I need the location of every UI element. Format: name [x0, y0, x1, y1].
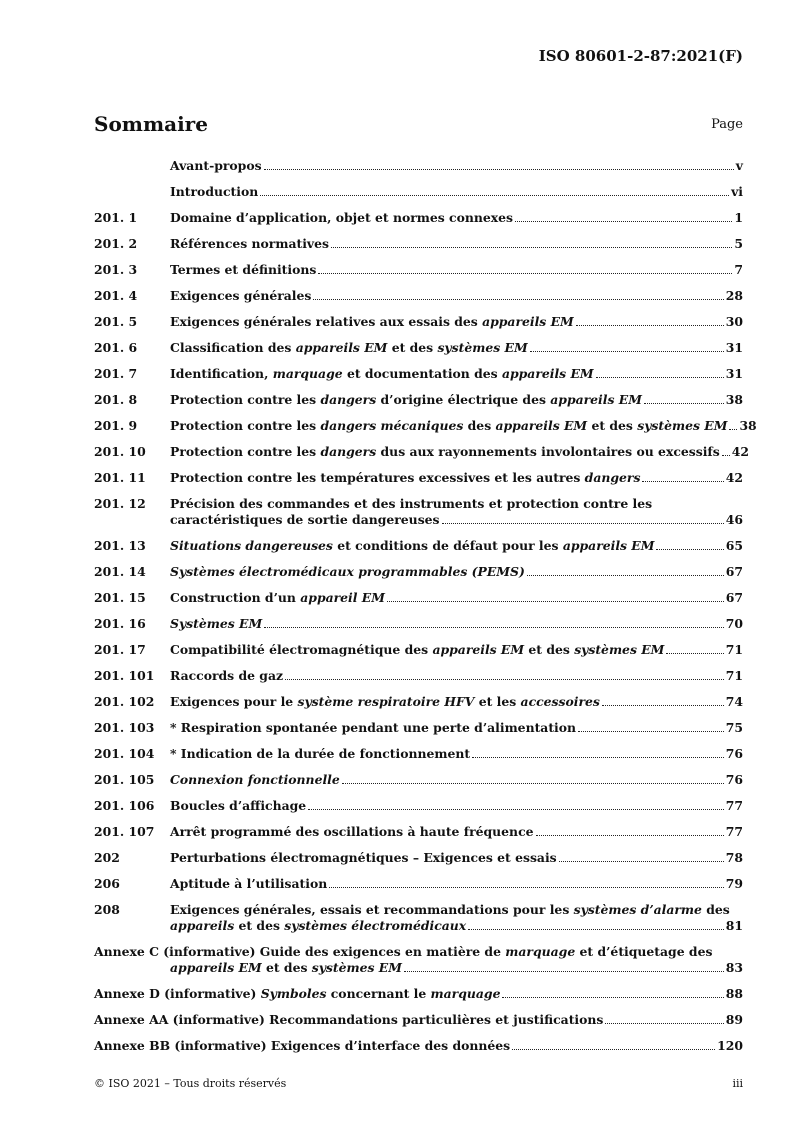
- toc-entry-text: Protection contre les: [170, 444, 321, 459]
- dot-leader: [656, 549, 723, 550]
- toc-section-number: 201. 1: [94, 210, 138, 225]
- toc-section-number: 201. 14: [94, 564, 146, 579]
- toc-entry[interactable]: [94, 314, 743, 340]
- toc-page-number: 77: [725, 798, 743, 813]
- toc-entry-text: appareils EM: [495, 418, 588, 433]
- toc-entry[interactable]: [94, 184, 743, 210]
- toc-entry-text: Exigences générales relatives aux essais des: [170, 314, 483, 329]
- toc-entry-text: appareil EM: [300, 590, 385, 605]
- toc-page-number: 120: [717, 1038, 743, 1053]
- toc-entry-text: concernant le: [326, 986, 431, 1001]
- toc-page-number: 70: [725, 616, 743, 631]
- page-number: iii: [732, 1077, 743, 1090]
- toc-entry-text: systèmes d’alarme: [573, 902, 702, 917]
- toc-entry[interactable]: [94, 944, 743, 986]
- toc-entry-text: Arrêt programmé des oscillations à haute fréquence: [170, 824, 534, 839]
- toc-entry-text: Perturbations électromagnétiques – Exigences et essais: [170, 850, 557, 865]
- toc-entry-text: des: [463, 418, 496, 433]
- toc-section-number: 201. 8: [94, 392, 138, 407]
- toc-entry[interactable]: [94, 288, 743, 314]
- page-title: Sommaire: [94, 112, 208, 136]
- toc-page-number: 76: [725, 772, 743, 787]
- dot-leader: [515, 221, 732, 222]
- toc-page-number: 77: [725, 824, 743, 839]
- toc-entry-text: Références normatives: [170, 236, 329, 251]
- toc-entry-text: et des: [261, 960, 312, 975]
- dot-leader: [472, 757, 724, 758]
- toc-entry[interactable]: [94, 772, 743, 798]
- toc-page-number: 1: [734, 210, 743, 225]
- dot-leader: [442, 523, 724, 524]
- toc-entry-text: et des: [387, 340, 438, 355]
- toc-entry-text: Construction d’un: [170, 590, 301, 605]
- dot-leader: [642, 481, 723, 482]
- toc-entry[interactable]: [94, 262, 743, 288]
- toc-entry-text: caractéristiques de sortie dangereuses: [170, 512, 440, 527]
- toc-section-number: 202: [94, 850, 120, 865]
- toc-entry-text: marquage: [430, 986, 501, 1001]
- dot-leader: [342, 783, 724, 784]
- toc-entry[interactable]: [94, 616, 743, 642]
- toc-entry[interactable]: [94, 236, 743, 262]
- toc-page-number: 46: [725, 512, 743, 527]
- toc-section-number: 201. 12: [94, 496, 146, 511]
- toc-entry-text: des: [701, 902, 730, 917]
- toc-entry-text: Protection contre les: [170, 392, 321, 407]
- toc-entry[interactable]: [94, 1038, 743, 1064]
- toc-entry-text: Exigences pour le: [170, 694, 298, 709]
- toc-entry-text: appareils EM: [295, 340, 388, 355]
- toc-page-number: 75: [725, 720, 743, 735]
- toc-section-number: 201. 107: [94, 824, 155, 839]
- toc-page-number: 42: [731, 444, 749, 459]
- toc-entry-text: Exigences générales, essais et recommandations pour les: [170, 902, 574, 917]
- toc-section-number: 201. 5: [94, 314, 138, 329]
- dot-leader: [576, 325, 724, 326]
- toc-section-number: 206: [94, 876, 120, 891]
- toc-entry[interactable]: [94, 824, 743, 850]
- toc-entry-text: Annexe BB (informative) Exigences d’interface des données: [94, 1038, 511, 1053]
- copyright-notice: © ISO 2021 – Tous droits réservés: [94, 1077, 287, 1090]
- toc-entry-text: appareils EM: [550, 392, 642, 407]
- toc-entry-text: système respiratoire HFV: [297, 694, 475, 709]
- toc-entry[interactable]: [94, 668, 743, 694]
- toc-entry-text: Précision des commandes et des instruments et protection contre les: [170, 496, 653, 511]
- dot-leader: [264, 627, 724, 628]
- dot-leader: [468, 929, 724, 930]
- toc-page-number: 79: [725, 876, 743, 891]
- toc-entry[interactable]: [94, 210, 743, 236]
- toc-entry-text: marquage: [272, 366, 343, 381]
- toc-section-number: 201. 17: [94, 642, 146, 657]
- toc-entry-text: dangers mécaniques: [320, 418, 464, 433]
- toc-entry-text: Avant-propos: [170, 158, 262, 173]
- toc-entry[interactable]: [94, 902, 743, 944]
- toc-entry-text: Introduction: [170, 184, 259, 199]
- toc-entry-text: * Respiration spontanée pendant une perte d’alimentation: [170, 720, 577, 735]
- toc-entry[interactable]: [94, 340, 743, 366]
- toc-section-number: 201. 4: [94, 288, 138, 303]
- toc-entry-text: marquage: [505, 944, 576, 959]
- toc-entry-text: et des: [234, 918, 285, 933]
- toc-entry-text: * Indication de la durée de fonctionnement: [170, 746, 471, 761]
- toc-section-number: 201. 106: [94, 798, 155, 813]
- dot-leader: [605, 1023, 723, 1024]
- toc-section-number: 201. 9: [94, 418, 138, 433]
- toc-entry[interactable]: [94, 470, 743, 496]
- toc-entry[interactable]: [94, 850, 743, 876]
- toc-page-number: 5: [734, 236, 743, 251]
- toc-entry-text: Protection contre les températures excessives et les autres: [170, 470, 585, 485]
- toc-entry-text: et les: [474, 694, 521, 709]
- dot-leader: [502, 997, 723, 998]
- toc-section-number: 201. 2: [94, 236, 138, 251]
- dot-leader: [318, 273, 732, 274]
- toc-entry[interactable]: [94, 590, 743, 616]
- toc-section-number: 201. 3: [94, 262, 138, 277]
- dot-leader: [512, 1049, 715, 1050]
- toc-entry-text: et des: [587, 418, 638, 433]
- dot-leader: [536, 835, 724, 836]
- dot-leader: [578, 731, 724, 732]
- toc-page-number: 88: [725, 986, 743, 1001]
- dot-leader: [530, 351, 724, 352]
- toc-entry-text: systèmes électromédicaux: [284, 918, 467, 933]
- dot-leader: [722, 455, 730, 456]
- toc-entry-text: dangers: [320, 392, 377, 407]
- toc-entry[interactable]: [94, 444, 749, 470]
- dot-leader: [729, 429, 737, 430]
- toc-entry-text: appareils EM: [482, 314, 574, 329]
- toc-page-number: 38: [725, 392, 743, 407]
- toc-page-number: 74: [725, 694, 743, 709]
- toc-entry-text: Compatibilité électromagnétique des: [170, 642, 433, 657]
- toc-section-number: 208: [94, 902, 120, 917]
- dot-leader: [404, 971, 724, 972]
- toc-entry-text: Identification,: [170, 366, 273, 381]
- toc-section-number: 201. 102: [94, 694, 155, 709]
- toc-entry-text: appareils EM: [432, 642, 525, 657]
- toc-entry[interactable]: [94, 392, 743, 418]
- toc-entry[interactable]: [94, 564, 743, 590]
- toc-section-number: 201. 6: [94, 340, 138, 355]
- toc-entry-text: Raccords de gaz: [170, 668, 284, 683]
- toc-entry-text: Classification des: [170, 340, 296, 355]
- toc-entry-text: appareils EM: [562, 538, 655, 553]
- toc-entry[interactable]: [94, 1012, 743, 1038]
- toc-entry[interactable]: [94, 158, 743, 184]
- toc-page-number: 67: [725, 590, 743, 605]
- toc-page-number: 38: [739, 418, 757, 433]
- toc-page-number: 78: [725, 850, 743, 865]
- toc-entry[interactable]: [94, 538, 743, 564]
- toc-page-number: 71: [725, 642, 743, 657]
- toc-entry[interactable]: [94, 418, 757, 444]
- toc-section-number: 201. 11: [94, 470, 146, 485]
- dot-leader: [331, 247, 732, 248]
- toc-page-number: v: [735, 158, 743, 173]
- toc-page-number: 7: [734, 262, 743, 277]
- dot-leader: [527, 575, 724, 576]
- toc-entry-text: et conditions de défaut pour les: [332, 538, 563, 553]
- toc-entry-text: dangers: [584, 470, 641, 485]
- toc-section-number: 201. 10: [94, 444, 146, 459]
- toc-entry-text: Annexe AA (informative) Recommandations particulières et justifications: [94, 1012, 604, 1027]
- dot-leader: [308, 809, 724, 810]
- dot-leader: [313, 299, 723, 300]
- toc-entry[interactable]: [94, 694, 743, 720]
- dot-leader: [264, 169, 734, 170]
- toc-page-number: 83: [725, 960, 743, 975]
- toc-entry-text: et d’étiquetage des: [575, 944, 713, 959]
- toc-section-number: 201. 16: [94, 616, 146, 631]
- toc-entry-text: systèmes EM: [574, 642, 665, 657]
- toc-page-number: 28: [725, 288, 743, 303]
- toc-entry-text: Domaine d’application, objet et normes connexes: [170, 210, 514, 225]
- toc-entry[interactable]: [94, 496, 743, 538]
- toc-entry[interactable]: [94, 642, 743, 668]
- toc-section-number: 201. 101: [94, 668, 155, 683]
- dot-leader: [596, 377, 724, 378]
- toc-page-number: 67: [725, 564, 743, 579]
- toc-entry-text: et documentation des: [342, 366, 502, 381]
- toc-entry[interactable]: [94, 798, 743, 824]
- toc-section-number: 201. 15: [94, 590, 146, 605]
- toc-entry-text: Boucles d’affichage: [170, 798, 307, 813]
- toc-entry-text: appareils: [170, 918, 235, 933]
- toc-entry[interactable]: [94, 986, 743, 1012]
- toc-page-number: 30: [725, 314, 743, 329]
- toc-entry-text: Connexion fonctionnelle: [170, 772, 340, 787]
- toc-page-number: 42: [725, 470, 743, 485]
- table-of-contents: [94, 158, 757, 1064]
- toc-section-number: 201. 105: [94, 772, 155, 787]
- toc-entry-text: systèmes EM: [637, 418, 728, 433]
- toc-entry[interactable]: [94, 746, 743, 772]
- dot-leader: [387, 601, 724, 602]
- dot-leader: [559, 861, 724, 862]
- toc-entry-text: accessoires: [520, 694, 600, 709]
- toc-entry[interactable]: [94, 720, 743, 746]
- toc-entry-text: systèmes EM: [311, 960, 402, 975]
- toc-section-number: 201. 7: [94, 366, 138, 381]
- dot-leader: [602, 705, 724, 706]
- toc-section-number: 201. 103: [94, 720, 155, 735]
- toc-entry-text: appareils EM: [501, 366, 594, 381]
- standard-identifier: ISO 80601-2-87:2021(F): [538, 47, 743, 65]
- toc-page-number: 31: [725, 340, 743, 355]
- dot-leader: [644, 403, 724, 404]
- toc-entry-text: Exigences générales: [170, 288, 312, 303]
- toc-page-number: 31: [725, 366, 743, 381]
- toc-page-number: 81: [725, 918, 743, 933]
- toc-page-number: vi: [731, 184, 743, 199]
- toc-entry-text: dangers: [320, 444, 377, 459]
- page-column-label: Page: [711, 117, 743, 132]
- toc-entry-text: Annexe D (informative): [94, 986, 261, 1001]
- dot-leader: [666, 653, 723, 654]
- toc-entry-text: Annexe C (informative) Guide des exigences en matière de: [94, 944, 506, 959]
- toc-entry-text: Symboles: [260, 986, 327, 1001]
- toc-section-number: 201. 13: [94, 538, 146, 553]
- toc-entry-text: Aptitude à l’utilisation: [170, 876, 328, 891]
- dot-leader: [285, 679, 724, 680]
- toc-entry-text: Protection contre les: [170, 418, 321, 433]
- toc-entry-text: systèmes EM: [437, 340, 528, 355]
- toc-section-number: 201. 104: [94, 746, 155, 761]
- toc-entry-text: Situations dangereuses: [170, 538, 333, 553]
- toc-entry-text: Systèmes EM: [170, 616, 263, 631]
- toc-entry-text: Systèmes électromédicaux programmables (PEMS): [170, 564, 525, 579]
- toc-entry-text: appareils EM: [170, 960, 262, 975]
- toc-page-number: 65: [725, 538, 743, 553]
- toc-entry-text: Termes et définitions: [170, 262, 317, 277]
- toc-page-number: 71: [725, 668, 743, 683]
- toc-entry[interactable]: [94, 876, 743, 902]
- dot-leader: [260, 195, 729, 196]
- toc-entry[interactable]: [94, 366, 743, 392]
- toc-page-number: 76: [725, 746, 743, 761]
- toc-page-number: 89: [725, 1012, 743, 1027]
- toc-entry-text: d’origine électrique des: [376, 392, 551, 407]
- toc-entry-text: dus aux rayonnements involontaires ou excessifs: [376, 444, 720, 459]
- dot-leader: [329, 887, 724, 888]
- toc-entry-text: et des: [524, 642, 575, 657]
